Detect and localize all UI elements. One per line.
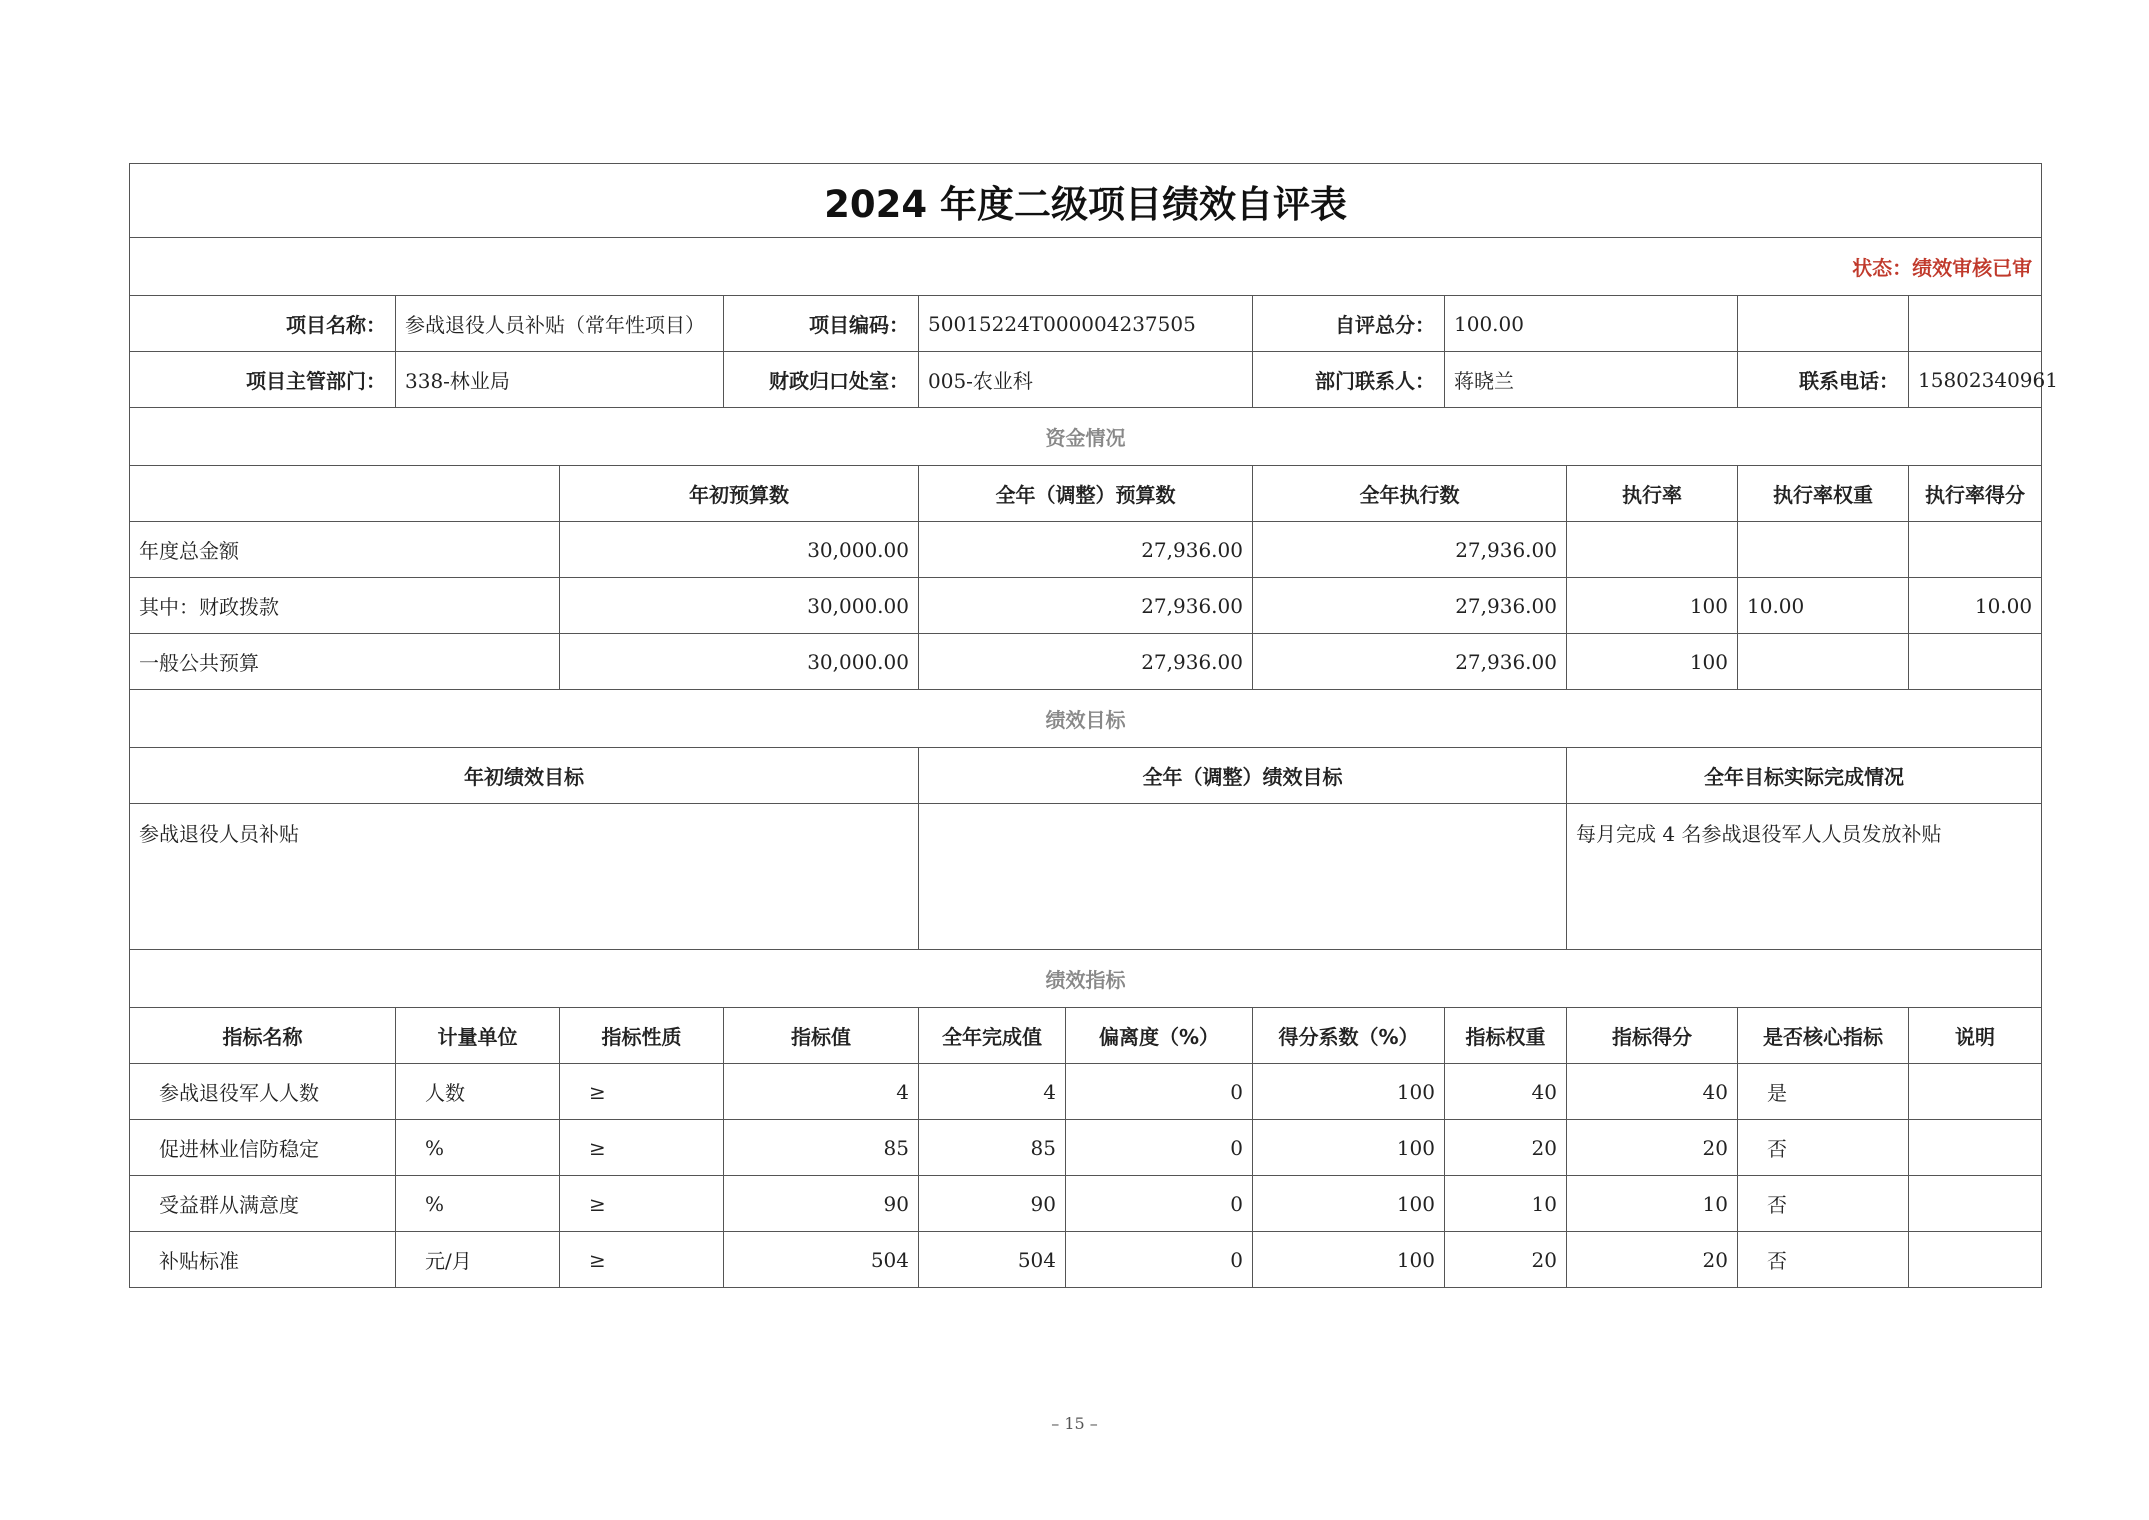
fund-weight: [1738, 522, 1909, 578]
phone-value: 15802340961: [1909, 352, 2042, 408]
table-row: [130, 522, 2042, 578]
status-badge: 状态：绩效审核已审: [130, 238, 2042, 296]
dept-value: 338-林业局: [396, 352, 724, 408]
table-title: 2024 年度二级项目绩效自评表: [130, 164, 2042, 238]
goals-row: [130, 804, 2042, 950]
col-initial-goal: 年初绩效目标: [130, 748, 919, 804]
indicator-coefficient: 100: [1253, 1120, 1445, 1176]
indicator-core: 否: [1738, 1176, 1909, 1232]
col-rate-weight: 执行率权重: [1738, 466, 1909, 522]
indicator-weight: 10: [1445, 1176, 1567, 1232]
indicators-header-row: [130, 1008, 2042, 1064]
empty-cell: [130, 466, 560, 522]
indicator-deviation: 0: [1066, 1176, 1253, 1232]
table-row: [130, 1064, 2042, 1120]
fund-initial: 30,000.00: [560, 578, 919, 634]
col-actual-completion: 全年目标实际完成情况: [1567, 748, 2042, 804]
goals-section-title: 绩效目标: [130, 690, 2042, 748]
indicator-nature: ≥: [560, 1232, 724, 1288]
finance-office-value: 005-农业科: [919, 352, 1253, 408]
self-evaluation-table: [129, 163, 2058, 1288]
indicator-nature: ≥: [560, 1120, 724, 1176]
indicator-core: 否: [1738, 1232, 1909, 1288]
info-row-1: [130, 296, 2042, 352]
indicator-weight: 20: [1445, 1232, 1567, 1288]
funds-header-row: [130, 466, 2042, 522]
indicator-core: 否: [1738, 1120, 1909, 1176]
indicator-score: 40: [1567, 1064, 1738, 1120]
fund-score: [1909, 522, 2042, 578]
indicator-coefficient: 100: [1253, 1232, 1445, 1288]
fund-score: 10.00: [1909, 578, 2042, 634]
project-name-value: 参战退役人员补贴（常年性项目）: [396, 296, 724, 352]
col-core: 是否核心指标: [1738, 1008, 1909, 1064]
indicator-core: 是: [1738, 1064, 1909, 1120]
indicator-name: 参战退役军人人数: [130, 1064, 396, 1120]
indicator-coefficient: 100: [1253, 1064, 1445, 1120]
adjusted-goal-text: [919, 804, 1567, 950]
fund-rate: 100: [1567, 634, 1738, 690]
dept-label: 项目主管部门：: [130, 352, 396, 408]
total-score-label: 自评总分：: [1253, 296, 1445, 352]
contact-value: 蒋晓兰: [1445, 352, 1738, 408]
indicator-deviation: 0: [1066, 1232, 1253, 1288]
initial-goal-text: 参战退役人员补贴: [130, 804, 919, 950]
phone-label: 联系电话：: [1738, 352, 1909, 408]
page-number: – 15 –: [1051, 1414, 1098, 1433]
project-code-label: 项目编码：: [724, 296, 919, 352]
fund-executed: 27,936.00: [1253, 578, 1567, 634]
indicator-deviation: 0: [1066, 1064, 1253, 1120]
fund-executed: 27,936.00: [1253, 522, 1567, 578]
indicator-deviation: 0: [1066, 1120, 1253, 1176]
col-score: 指标得分: [1567, 1008, 1738, 1064]
fund-initial: 30,000.00: [560, 522, 919, 578]
col-initial-budget: 年初预算数: [560, 466, 919, 522]
indicator-note: [1909, 1064, 2042, 1120]
indicator-name: 补贴标准: [130, 1232, 396, 1288]
indicator-actual: 90: [919, 1176, 1066, 1232]
contact-label: 部门联系人：: [1253, 352, 1445, 408]
fund-initial: 30,000.00: [560, 634, 919, 690]
project-name-label: 项目名称：: [130, 296, 396, 352]
fund-executed: 27,936.00: [1253, 634, 1567, 690]
col-deviation: 偏离度（%）: [1066, 1008, 1253, 1064]
indicator-weight: 40: [1445, 1064, 1567, 1120]
actual-completion-text: 每月完成 4 名参战退役军人人员发放补贴: [1567, 804, 2042, 950]
indicator-coefficient: 100: [1253, 1176, 1445, 1232]
funds-section-title: 资金情况: [130, 408, 2042, 466]
fund-name: 一般公共预算: [130, 634, 560, 690]
col-actual: 全年完成值: [919, 1008, 1066, 1064]
indicator-score: 10: [1567, 1176, 1738, 1232]
col-value: 指标值: [724, 1008, 919, 1064]
col-note: 说明: [1909, 1008, 2042, 1064]
col-executed: 全年执行数: [1253, 466, 1567, 522]
fund-weight: [1738, 634, 1909, 690]
project-code-value: 50015224T000004237505: [919, 296, 1253, 352]
col-adjusted-goal: 全年（调整）绩效目标: [919, 748, 1567, 804]
col-coefficient: 得分系数（%）: [1253, 1008, 1445, 1064]
indicator-unit: %: [396, 1120, 560, 1176]
indicator-actual: 4: [919, 1064, 1066, 1120]
fund-adjusted: 27,936.00: [919, 634, 1253, 690]
table-row: [130, 634, 2042, 690]
indicator-value: 85: [724, 1120, 919, 1176]
col-unit: 计量单位: [396, 1008, 560, 1064]
table-row: [130, 1176, 2042, 1232]
empty-cell: [1738, 296, 1909, 352]
indicator-score: 20: [1567, 1232, 1738, 1288]
info-row-2: [130, 352, 2042, 408]
table-row: [130, 578, 2042, 634]
indicator-value: 504: [724, 1232, 919, 1288]
indicator-note: [1909, 1232, 2042, 1288]
indicator-nature: ≥: [560, 1176, 724, 1232]
indicator-nature: ≥: [560, 1064, 724, 1120]
table-row: [130, 1232, 2042, 1288]
goals-header-row: [130, 748, 2042, 804]
fund-score: [1909, 634, 2042, 690]
fund-name: 其中：财政拨款: [130, 578, 560, 634]
fund-adjusted: 27,936.00: [919, 522, 1253, 578]
finance-office-label: 财政归口处室：: [724, 352, 919, 408]
indicator-value: 90: [724, 1176, 919, 1232]
indicator-unit: 人数: [396, 1064, 560, 1120]
fund-weight: 10.00: [1738, 578, 1909, 634]
indicator-actual: 85: [919, 1120, 1066, 1176]
fund-rate: [1567, 522, 1738, 578]
col-adjusted-budget: 全年（调整）预算数: [919, 466, 1253, 522]
col-weight: 指标权重: [1445, 1008, 1567, 1064]
indicator-score: 20: [1567, 1120, 1738, 1176]
indicator-note: [1909, 1176, 2042, 1232]
indicator-name: 促进林业信防稳定: [130, 1120, 396, 1176]
col-indicator-name: 指标名称: [130, 1008, 396, 1064]
indicator-actual: 504: [919, 1232, 1066, 1288]
indicator-name: 受益群从满意度: [130, 1176, 396, 1232]
fund-rate: 100: [1567, 578, 1738, 634]
indicator-unit: %: [396, 1176, 560, 1232]
indicator-note: [1909, 1120, 2042, 1176]
indicator-value: 4: [724, 1064, 919, 1120]
total-score-value: 100.00: [1445, 296, 1738, 352]
table-row: [130, 1120, 2042, 1176]
indicator-unit: 元/月: [396, 1232, 560, 1288]
col-rate-score: 执行率得分: [1909, 466, 2042, 522]
fund-adjusted: 27,936.00: [919, 578, 1253, 634]
indicators-section-title: 绩效指标: [130, 950, 2042, 1008]
empty-cell: [1909, 296, 2042, 352]
col-nature: 指标性质: [560, 1008, 724, 1064]
indicator-weight: 20: [1445, 1120, 1567, 1176]
col-rate: 执行率: [1567, 466, 1738, 522]
fund-name: 年度总金额: [130, 522, 560, 578]
